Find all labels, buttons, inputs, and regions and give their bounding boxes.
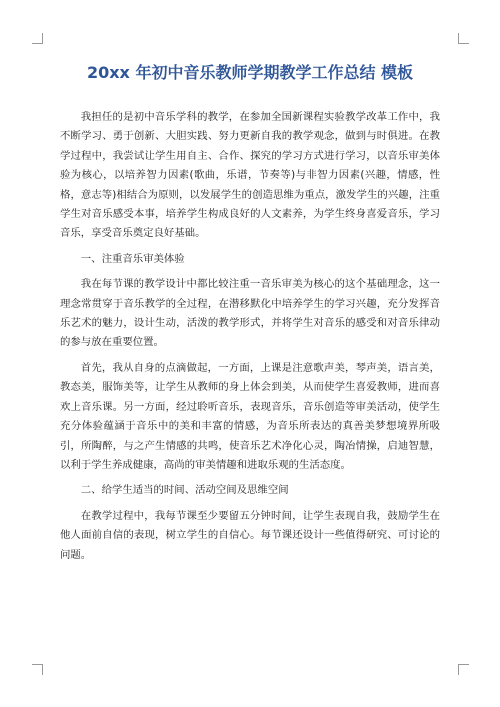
crop-mark-bottom-left [32,664,43,675]
crop-mark-top-left [32,33,43,44]
document-title: 20xx 年初中音乐教师学期教学工作总结 模板 [86,63,414,82]
paragraph-intro: 我担任的是初中音乐学科的教学，在参加全国新课程实验教学改革工作中，我不断学习、勇于创新、大胆实践、努力更新自我的教学观念，做到与时俱进。在教学过程中，我尝试让学生用自主、合作、探究的学习方式进行学习，以音乐审美体验为核心，以培养智力因素(歌曲，乐谱，节奏等)与非智力因素(兴趣，情感，性格，意志等)相结合为原则，以发展学生的创造思维为重点，激发学生的兴趣，注重学生对音乐感受本事，培养学生构成良好的人文素养，为学生终身喜爱音乐，学习音乐，享受音乐奠定良好基础。 [60,111,440,240]
crop-mark-bottom-right [458,664,469,675]
section-heading-2: 二、给学生适当的时间、活动空间及思维空间 [80,484,289,497]
document-body [60,108,440,571]
paragraph-section-1: 我在每节课的教学设计中都比较注重一音乐审美为核心的这个基础理念，这一理念常贯穿于音乐教学的全过程，在潜移默化中培养学生的学习兴趣，充分发挥音乐艺术的魅力，设计生动，活泼的教学形式，并将学生对音乐的感受和对音乐律动的参与放在重要位置。 [60,278,440,349]
crop-mark-top-right [458,33,469,44]
section-heading-1: 一、注重音乐审美体验 [80,252,185,265]
paragraph-section-2: 在教学过程中，我每节课至少要留五分钟时间，让学生表现自我，鼓励学生在他人面前自信的表现，树立学生的自信心。每节课还设计一些值得研究、可讨论的问题。 [60,509,440,561]
paragraph-section-1-detail: 首先，我从自身的点滴做起，一方面，上课是注意歌声美，琴声美，语言美，教态美，服饰美等，让学生从教师的身上体会到美，从而使学生喜爱教师，进而喜欢上音乐课。另一方面，经过聆听音乐，表现音乐，音乐创造等审美活动，使学生充分体验蕴涵于音乐中的美和丰富的情感，为音乐所表达的真善美梦想境界所吸引，所陶醉，与之产生情感的共鸣，使音乐艺术净化心灵，陶冶情操，启迪智慧，以利于学生养成健康，高尚的审美情趣和进取乐观的生活态度。 [60,361,440,471]
